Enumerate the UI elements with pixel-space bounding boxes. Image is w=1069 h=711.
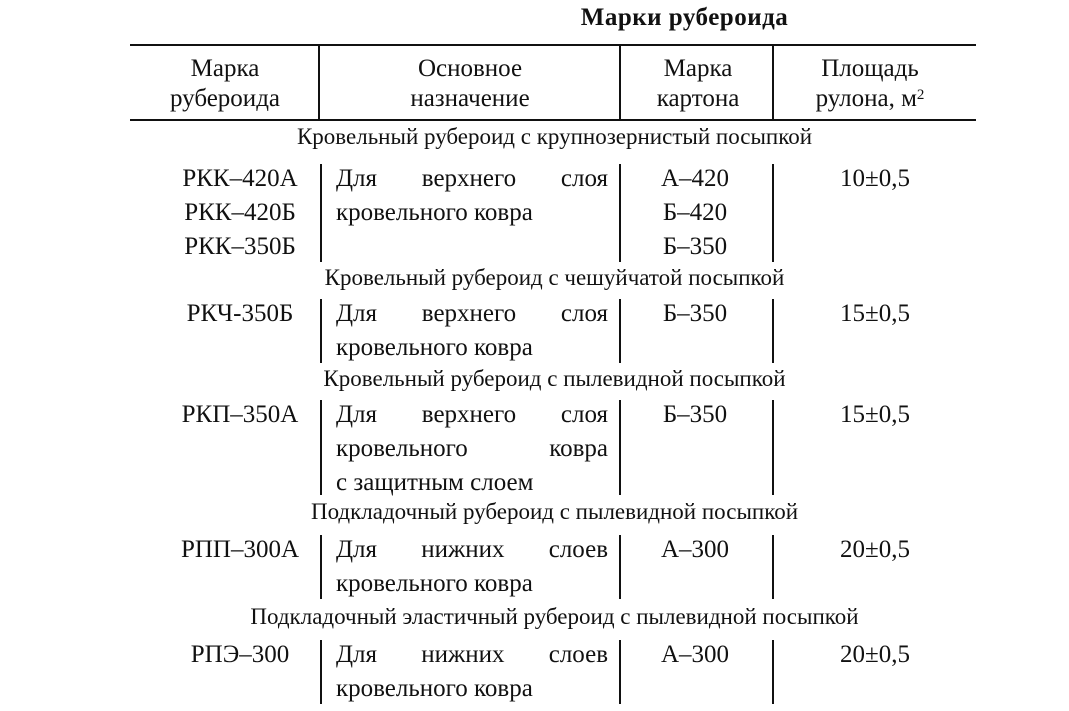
carton-cell [640,638,750,672]
purpose-line: с защитным слоем [336,469,534,496]
area-cell [800,162,950,196]
carton-value: Б–350 [662,300,728,327]
mark-value: РКП–350А [181,401,299,428]
column-separator [619,164,621,262]
area-value: 15±0,5 [840,300,910,327]
purpose-line: Для верхнего слоя [336,401,608,428]
purpose-cell [336,162,608,230]
category-heading: Кровельный рубероид с крупнозернистый посыпкой [296,124,813,149]
carton-cell [640,533,750,567]
carton-cell [640,162,750,264]
area-value: 10±0,5 [840,165,910,192]
purpose-line: Для верхнего слоя [336,165,608,192]
area-cell [800,533,950,567]
header-area-line: рулона, $м^2$ [815,85,925,112]
purpose-line: кровельного ковра [336,199,533,226]
header-area [780,54,960,114]
purpose-cell [336,398,608,500]
purpose-line: Для нижних слоев [336,536,608,563]
column-separator [320,164,322,262]
mark-cell [130,162,350,264]
header-mark-line: Марка [190,55,260,82]
header-separator [318,46,320,119]
column-separator [772,400,774,495]
mark-cell [130,533,350,567]
area-value: 20±0,5 [840,536,910,563]
column-separator [619,535,621,599]
purpose-line: кровельного ковра [336,334,533,361]
header-purpose [330,54,610,114]
carton-value: Б–420 [662,199,728,226]
carton-value: А–420 [660,165,730,192]
header-mark-line: рубероида [169,85,281,112]
carton-value: А–300 [660,536,730,563]
header-area-line: Площадь [821,55,919,82]
purpose-line: Для верхнего слоя [336,300,608,327]
header-purpose-line: назначение [410,85,530,112]
purpose-line: кровельного ковра [336,570,533,597]
area-value: 20±0,5 [840,641,910,668]
mark-value: РПЭ–300 [190,641,290,668]
category-heading: Кровельный рубероид с чешуйчатой посыпкой [324,265,785,290]
purpose-cell [336,533,608,601]
purpose-line: кровельного ковра [336,435,608,462]
column-separator [320,299,322,363]
header-separator [772,46,774,119]
header-carton [628,54,768,114]
column-separator [619,400,621,495]
mark-value: РКК–420А [182,165,298,192]
category-heading: Подкладочный эластичный рубероид с пылевидной посыпкой [250,604,859,629]
mark-cell [130,398,350,432]
purpose-line: Для нижних слоев [336,641,608,668]
category-heading: Кровельный рубероид с пылевидной посыпкой [323,366,786,391]
category-heading: Подкладочный рубероид с пылевидной посыпкой [310,499,799,524]
area-value: 15±0,5 [840,401,910,428]
column-separator [772,535,774,599]
column-separator [619,299,621,363]
mark-value: РКК–350Б [184,233,296,260]
header-top-rule [130,44,976,46]
mark-cell [130,638,350,672]
column-separator [320,535,322,599]
area-cell [800,297,950,331]
header-bottom-rule [130,119,976,121]
mark-cell [130,297,350,331]
mark-value: РКК–420Б [184,199,296,226]
column-separator [772,164,774,262]
mark-value: РПП–300А [180,536,300,563]
header-carton-line: Марка [663,55,733,82]
carton-cell [640,398,750,432]
header-separator [619,46,621,119]
column-separator [320,400,322,495]
column-separator [772,299,774,363]
mark-value: РКЧ-350Б [186,300,294,327]
purpose-line: кровельного ковра [336,675,533,702]
table-title: Марки рубероида [580,4,789,31]
header-purpose-line: Основное [417,55,523,82]
area-cell [800,638,950,672]
carton-value: Б–350 [662,401,728,428]
carton-value: А–300 [660,641,730,668]
header-mark [140,54,310,114]
purpose-cell [336,297,608,365]
carton-value: Б–350 [662,233,728,260]
superscript-2: 2 [916,87,925,103]
column-separator [772,640,774,704]
purpose-cell [336,638,608,706]
column-separator [619,640,621,704]
column-separator [320,640,322,704]
carton-cell [640,297,750,331]
area-cell [800,398,950,432]
header-carton-line: картона [656,85,740,112]
